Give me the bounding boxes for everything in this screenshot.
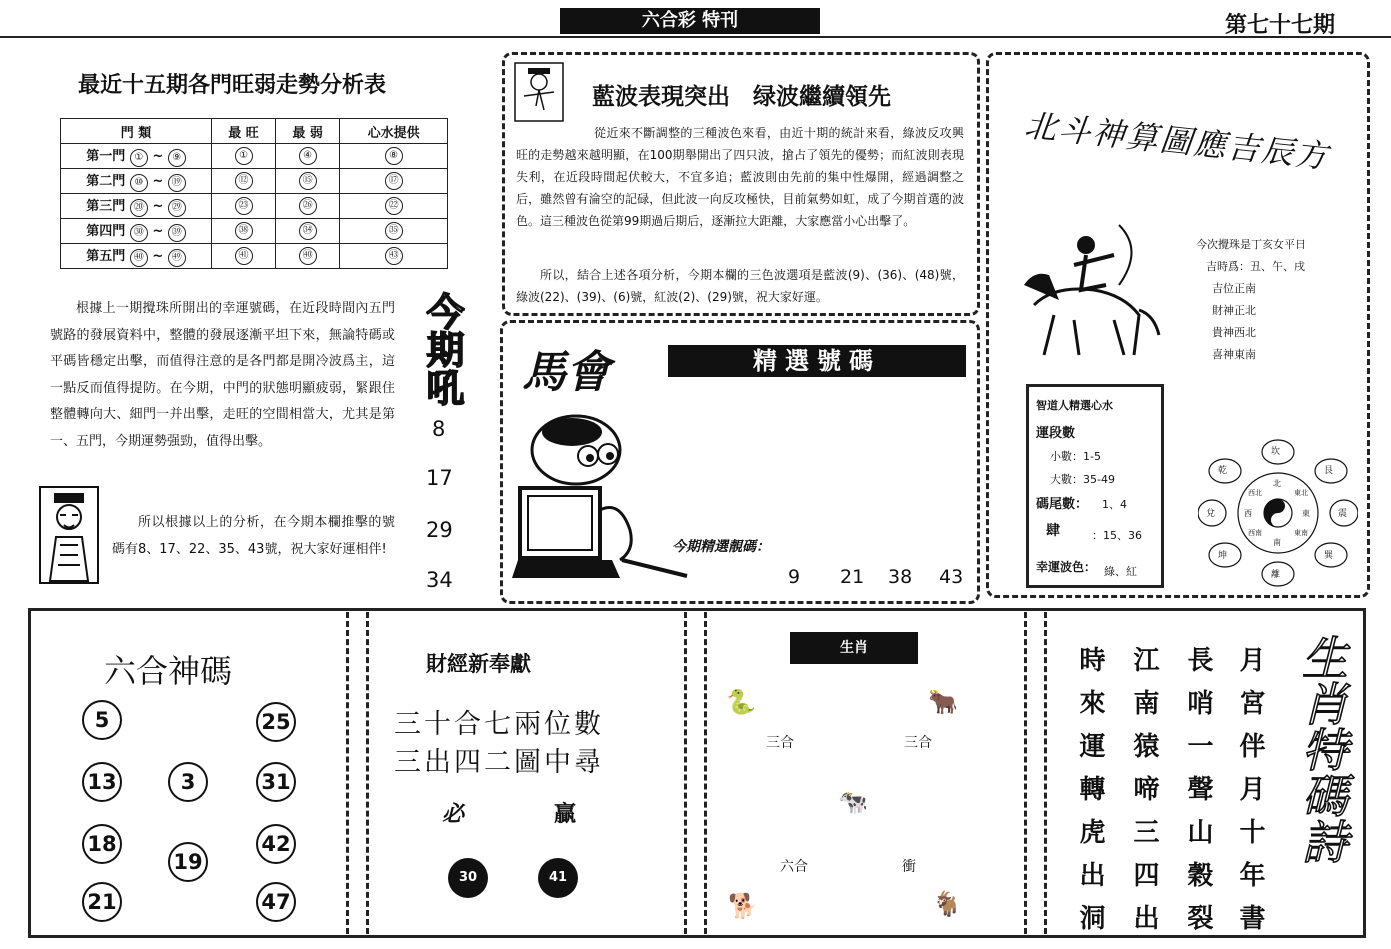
compass-inner-ne: 東北 [1294, 489, 1308, 497]
archer-figure [1014, 215, 1164, 365]
fortune-line: 吉位正南 [1212, 282, 1256, 295]
compass-inner-nw: 西北 [1248, 489, 1262, 497]
range-start: ① [130, 149, 148, 167]
max-cell: ㊳ [235, 222, 253, 240]
divider [1024, 612, 1027, 934]
zodiac-title: 生肖 [790, 632, 918, 664]
poem-column: 長哨一聲山穀裂 [1183, 646, 1213, 947]
table-row: 第四門 ㉚ ~ ㊴ ㊳ ㉞ ㉟ [61, 219, 448, 244]
wave-paragraph: 從近來不斷調整的三種波色來看，由近十期的統計來看，綠波反攻興旺的走勢越來越明顯，在100期舉開出了四只波，搶占了領先的優勢；而紅波則表現失利，在近段時間起伏較大，不宜多追；藍波則由先前的集中性爆開，經過調整之后，雖然曾有淪空的記碌，但此波一向反攻極快，目前氣勢如虹，成了今期首選的波色。這三種波色從第99期過后期后，逐漸拉大距離，大家應當小心出擊了。 [516, 126, 964, 228]
range-start: ㉚ [130, 224, 148, 242]
dog-icon: 🐕 [728, 892, 758, 920]
scholar-figure [514, 62, 564, 122]
row-label: 第一門 [86, 149, 126, 164]
divider [704, 612, 707, 934]
trend-paragraph: 根據上一期攪珠所開出的幸運號碼，在近段時間內五門號路的發展資料中，整體的發展逐漸平坦下來，無論特碼或平碼皆穩定出擊，而值得注意的是各門都是開冷波爲主，這一點反而值得提防。在今期，中門的狀態明顯疲弱，緊跟住整體轉向大、細門一并出擊，走旺的空間相當大，尤其是第一、五門，今期運勢强勁，值得出擊。 [50, 301, 395, 449]
color-label: 幸運波色： [1036, 560, 1097, 574]
pick-label: 今期精選靚碼： [672, 539, 770, 555]
deity-figure [38, 485, 100, 585]
color-value: 綠、紅 [1104, 565, 1137, 578]
today-number: 17 [426, 466, 453, 490]
liuhe-number: 31 [256, 762, 296, 802]
compass-w: 兌 [1206, 509, 1216, 519]
fortune-title: 北斗神算圖應吉辰方 [1022, 106, 1332, 176]
issue-number: 第七十七期 [1225, 12, 1336, 38]
compass-ne: 艮 [1324, 466, 1334, 476]
tip-cell: ⑧ [385, 147, 403, 165]
range-end: ㊴ [168, 224, 186, 242]
cow-icon: 🐄 [838, 788, 868, 816]
range-end: ⑲ [168, 174, 186, 192]
row-label: 第二門 [86, 174, 126, 189]
horse-title: 馬會 [522, 347, 610, 398]
finance-line: 三十合七兩位數 [394, 709, 604, 740]
tip-cell: ㉟ [385, 222, 403, 240]
range-end: ㊾ [168, 249, 186, 267]
today-number: 29 [426, 518, 453, 542]
max-cell: ㉓ [235, 197, 253, 215]
tail-value: 1、4 [1102, 498, 1127, 511]
divider [346, 612, 349, 934]
big-range: 大數：35-49 [1050, 473, 1115, 486]
range-start: ⑩ [130, 174, 148, 192]
poem-column: 江南猿啼三四出 [1129, 646, 1159, 947]
liuhe-number: 47 [256, 882, 296, 922]
trend-title: 最近十五期各門旺弱走勢分析表 [78, 72, 387, 98]
row-label: 第五門 [86, 249, 126, 264]
col-header: 心水提供 [340, 119, 448, 144]
fortune-line: 喜神東南 [1212, 348, 1256, 361]
poem-title: 生肖特碼詩 [1295, 634, 1349, 864]
finance-title: 財經新奉獻 [426, 651, 531, 676]
pick-number: 38 [888, 566, 913, 588]
finance-ball: 30 [448, 858, 488, 898]
fork-value: ：15、36 [1092, 529, 1142, 542]
divider [684, 612, 687, 934]
wave-title: 藍波表現突出 绿波繼續領先 [592, 84, 891, 110]
min-cell: ㉖ [299, 197, 317, 215]
fortune-line: 今次攪珠是丁亥女平日 [1196, 238, 1306, 251]
header-banner: 六合彩 特刊 [560, 8, 820, 34]
fortune-line: 吉時爲：丑、午、戌 [1206, 260, 1305, 273]
fortune-line: 財神正北 [1212, 304, 1256, 317]
finance-ball: 41 [538, 858, 578, 898]
col-header: 最 旺 [212, 119, 276, 144]
compass-s: 離 [1271, 570, 1281, 580]
max-cell: ① [235, 147, 253, 165]
chong-label: 衝 [902, 859, 916, 875]
horse-subtitle: 精選號碼 [668, 345, 966, 377]
compass-nw: 乾 [1218, 466, 1228, 476]
trend-table [60, 118, 448, 269]
tail-label: 碼尾數： [1036, 497, 1089, 512]
compass-inner-e: 東 [1302, 509, 1310, 518]
bagua-compass [1198, 438, 1358, 588]
range-start: ⑳ [130, 199, 148, 217]
liuhe-number: 19 [168, 842, 208, 882]
computer-mascot [512, 410, 692, 585]
header-rule [0, 36, 1391, 38]
liuhe-label: 六合 [780, 859, 808, 875]
tip-cell: ㉒ [385, 197, 403, 215]
fork-label: 肆 [1046, 523, 1060, 539]
tip-cell: ㊸ [385, 247, 403, 265]
small-range: 小數：1-5 [1050, 450, 1101, 463]
compass-inner-s: 南 [1273, 538, 1281, 547]
liuhe-number: 5 [82, 700, 122, 740]
compass-se: 巽 [1324, 551, 1334, 561]
min-cell: ㉞ [299, 222, 317, 240]
compass-inner-n: 北 [1273, 479, 1281, 488]
max-cell: ㊶ [235, 247, 253, 265]
compass-n: 坎 [1271, 447, 1281, 457]
col-header: 最 弱 [276, 119, 340, 144]
range-end: ㉙ [168, 199, 186, 217]
table-row: 第三門 ⑳ ~ ㉙ ㉓ ㉖ ㉒ [61, 194, 448, 219]
divider [1044, 612, 1047, 934]
poem-column: 月宮伴月十年書 [1235, 646, 1265, 947]
snake-icon: 🐍 [726, 688, 756, 716]
tip-cell: ⑰ [385, 172, 403, 190]
liuhe-number: 18 [82, 824, 122, 864]
compass-inner-sw: 西南 [1248, 529, 1262, 537]
win-char: 贏 [554, 802, 577, 827]
today-number: 34 [426, 568, 453, 592]
sanhe-right: 三合 [904, 735, 932, 751]
liuhe-number: 3 [168, 762, 208, 802]
liuhe-number: 25 [256, 702, 296, 742]
liuhe-number: 13 [82, 762, 122, 802]
fortune-line: 貴神西北 [1212, 326, 1256, 339]
row-label: 第三門 [86, 199, 126, 214]
liuhe-number: 42 [256, 824, 296, 864]
table-row: 第五門 ㊵ ~ ㊾ ㊶ ㊵ ㊸ [61, 244, 448, 269]
min-cell: ㊵ [299, 247, 317, 265]
expert-title: 智道人精選心水 [1036, 399, 1113, 412]
min-cell: ④ [299, 147, 317, 165]
ox-icon: 🐂 [928, 688, 958, 716]
pick-number: 43 [939, 566, 964, 588]
table-row: 第二門 ⑩ ~ ⑲ ⑫ ⑮ ⑰ [61, 169, 448, 194]
divider [366, 612, 369, 934]
must-char: 必 [442, 802, 465, 827]
range-start: ㊵ [130, 249, 148, 267]
range-end: ⑨ [168, 149, 186, 167]
today-label: 今期吼 [420, 292, 464, 406]
liuhe-title: 六合神碼 [104, 652, 233, 690]
pick-number: 21 [840, 566, 865, 588]
max-cell: ⑫ [235, 172, 253, 190]
compass-e: 震 [1338, 509, 1348, 519]
sanhe-left: 三合 [766, 735, 794, 751]
seg-label: 運段數 [1036, 426, 1076, 441]
compass-inner-w: 西 [1244, 509, 1252, 518]
compass-sw: 坤 [1218, 551, 1228, 561]
min-cell: ⑮ [299, 172, 317, 190]
compass-inner-se: 東南 [1294, 529, 1308, 537]
goat-icon: 🐐 [932, 890, 962, 918]
table-row: 第一門 ① ~ ⑨ ① ④ ⑧ [61, 144, 448, 169]
today-number: 8 [432, 417, 446, 441]
row-label: 第四門 [86, 224, 126, 239]
wave-conclusion: 所以，結合上述各項分析，今期本欄的三色波選項是藍波(9)、(36)、(48)號，綠波(22)、(39)、(6)號，紅波(2)、(29)號，祝大家好運。 [516, 268, 964, 304]
finance-line: 三出四二圖中尋 [394, 747, 604, 778]
pick-number: 9 [788, 566, 801, 588]
liuhe-number: 21 [82, 882, 122, 922]
trend-conclusion: 所以根據以上的分析，在今期本欄推擊的號碼有8、17、22、35、43號，祝大家好運相伴! [112, 515, 395, 557]
poem-column: 時來運轉虎出洞 [1075, 646, 1105, 947]
col-header: 門 類 [61, 119, 212, 144]
